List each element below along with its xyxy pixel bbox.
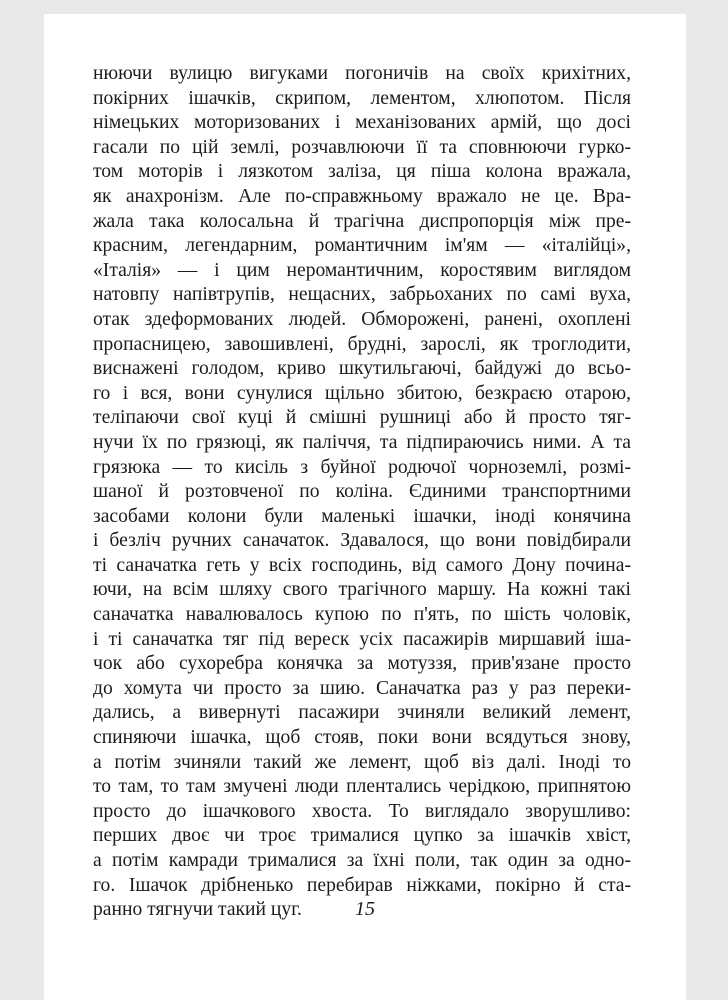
- text-line: гасали по цій землі, розчавлюючи її та сповнюючи гурко-: [93, 136, 631, 158]
- text-line: натовпу напівтрупів, нещасних, забрьоханих по самі вуха,: [93, 284, 631, 306]
- text-line: пропасницею, завошивлені, брудні, зарослі, як троглодити,: [93, 333, 631, 355]
- text-line: засобами колони були маленькі ішачки, іноді конячина: [93, 505, 631, 527]
- text-line: просто до ішачкового хвоста. То виглядало зворушливо:: [93, 800, 631, 822]
- text-line: саначатка навалювалось купою по п'ять, по шість чоловік,: [93, 604, 631, 626]
- text-line: то там, то там змучені люди плентались черідкою, припнятою: [93, 776, 631, 798]
- text-line: як анахронізм. Але по-справжньому вражало не це. Вра-: [93, 185, 631, 207]
- text-line: ранно тягнучи такий цуг.: [93, 899, 302, 921]
- text-line: нюючи вулицю вигуками погоничів на своїх крихітних,: [93, 63, 631, 84]
- text-line: теліпаючи свої куці й смішні рушниці або й просто тяг-: [93, 407, 631, 429]
- text-line: спиняючи ішачка, щоб стояв, поки вони всядуться знову,: [93, 727, 631, 749]
- text-line: «Італія» — і цим неромантичним, коростявим виглядом: [93, 259, 631, 281]
- text-line: покірних ішачків, скрипом, лементом, хлюпотом. Після: [93, 87, 631, 109]
- text-line: том моторів і лязкотом заліза, ця піша колона вражала,: [93, 161, 631, 183]
- text-line: дались, а вивернуті пасажири зчиняли великий лемент,: [93, 702, 631, 724]
- page-number: 15: [355, 898, 375, 920]
- text-line: а потім камради трималися за їхні поли, так один за одно-: [93, 850, 631, 871]
- text-line: чок або сухоребра конячка за мотуззя, прив'язане просто: [93, 653, 631, 675]
- book-page: [44, 14, 686, 1000]
- text-line: ючи, на всім шляху свого трагічного маршу. На кожні такі: [93, 579, 631, 601]
- text-line: виснажені голодом, криво шкутильгаючі, байдужі до всьо-: [93, 358, 631, 380]
- text-line: грязюка — то кисіль з буйної родючої чорноземлі, розмі-: [93, 456, 631, 478]
- text-line: шаної й розтовченої по коліна. Єдиними транспортними: [93, 481, 631, 503]
- text-line: красним, легендарним, романтичним ім'ям — «італійці»,: [93, 235, 631, 257]
- text-line: а потім зчиняли такий же лемент, щоб віз далі. Іноді то: [93, 751, 631, 773]
- body-text: [93, 62, 631, 923]
- text-line: ті саначатка геть у всіх господинь, від самого Дону почина-: [93, 554, 631, 576]
- text-line: жала така колосальна й трагічна диспропорція між пре-: [93, 210, 631, 232]
- text-line: і ті саначатка тяг під вереск усіх пасажирів миршавий іша-: [93, 628, 631, 650]
- text-line: німецьких моторизованих і механізованих армій, що досі: [93, 112, 631, 134]
- text-line: до хомута чи просто за шию. Саначатка раз у раз переки-: [93, 677, 631, 699]
- text-line: отак здеформованих людей. Обморожені, ранені, охоплені: [93, 308, 631, 330]
- text-line: і безліч ручних саначаток. Здавалося, що вони повідбирали: [93, 530, 631, 552]
- text-line: го. Ішачок дрібненько перебирав ніжками, покірно й ста-: [93, 874, 631, 896]
- text-line: перших двоє чи троє трималися цупко за ішачків хвіст,: [93, 825, 631, 847]
- text-line: нучи їх по грязюці, як паліччя, та підпираючись ними. А та: [93, 431, 631, 453]
- text-line: го і вся, вони сунулися щільно збитою, безкраєю отарою,: [93, 382, 631, 404]
